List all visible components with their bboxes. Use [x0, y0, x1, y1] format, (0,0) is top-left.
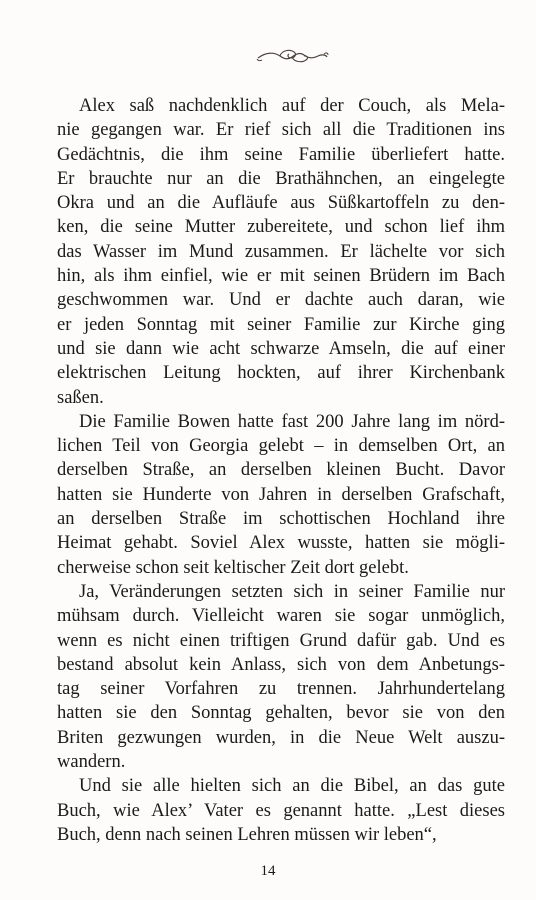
text-line: lichen Teil von Georgia gelebt – in demselben Ort, an	[57, 436, 505, 457]
paragraph	[57, 774, 505, 847]
text-line: er jeden Sonntag mit seiner Familie zur Kirche ging	[57, 314, 505, 335]
text-line: derselben Straße, an derselben kleinen Bucht. Davor	[57, 460, 505, 481]
text-line: ken, die seine Mutter zubereitete, und schon lief ihm	[57, 217, 505, 238]
text-line: und sie dann wie acht schwarze Amseln, die auf einer	[57, 338, 505, 359]
text-line: elektrischen Leitung hockten, auf ihrer Kirchenbank	[57, 363, 505, 384]
text-line: saßen.	[57, 387, 104, 408]
text-line: Alex saß nachdenklich auf der Couch, als Mela-	[79, 96, 505, 116]
text-line: tag seiner Vorfahren zu trennen. Jahrhundertelang	[57, 679, 505, 700]
text-line: Buch, denn nach seinen Lehren müssen wir leben“,	[57, 824, 437, 845]
flourish-ornament-icon	[254, 46, 330, 66]
text-line: Buch, wie Alex’ Vater es genannt hatte. „Lest dieses	[57, 800, 505, 821]
text-line: nie gegangen war. Er rief sich all die Traditionen ins	[57, 120, 505, 141]
text-line: cherweise schon seit keltischer Zeit dort gelebt.	[57, 557, 409, 578]
text-line: wandern.	[57, 752, 126, 773]
text-line: hatten sie Hunderte von Jahren in derselben Grafschaft,	[57, 484, 505, 505]
text-line: mühsam durch. Vielleicht waren sie sogar unmöglich,	[57, 606, 505, 627]
text-line: Okra und an die Aufläufe aus Süßkartoffeln zu den-	[57, 193, 505, 214]
text-line: das Wasser im Mund zusammen. Er lächelte vor sich	[57, 241, 505, 262]
text-line: Er brauchte nur an die Brathähnchen, an eingelegte	[57, 168, 505, 189]
text-line: Ja, Veränderungen setzten sich in seiner Familie nur	[79, 581, 505, 602]
text-line: geschwommen war. Und er dachte auch daran, wie	[57, 290, 505, 311]
page-number: 14	[260, 863, 276, 879]
paragraph	[57, 410, 505, 580]
text-line: hatten sie den Sonntag gehalten, bevor sie von den	[57, 703, 505, 724]
paragraph	[57, 580, 505, 774]
text-line: Heimat gehabt. Soviel Alex wusste, hatten sie mögli-	[57, 533, 505, 554]
text-line: hin, als ihm einfiel, wie er mit seinen Brüdern im Bach	[57, 266, 505, 287]
paragraph	[57, 94, 505, 410]
text-line: Briten gezwungen wurden, in die Neue Welt auszu-	[57, 727, 505, 748]
text-line: Gedächtnis, die ihm seine Familie überliefert hatte.	[57, 144, 505, 165]
text-line: Die Familie Bowen hatte fast 200 Jahre lang im nörd-	[79, 411, 505, 432]
text-line: an derselben Straße im schottischen Hochland ihre	[57, 509, 505, 530]
text-line: wenn es nicht einen triftigen Grund dafür gab. Und es	[57, 630, 505, 651]
text-line: bestand absolut kein Anlass, sich von dem Anbetungs-	[57, 654, 505, 675]
body-text	[57, 94, 505, 847]
text-line: Und sie alle hielten sich an die Bibel, an das gute	[79, 776, 505, 797]
